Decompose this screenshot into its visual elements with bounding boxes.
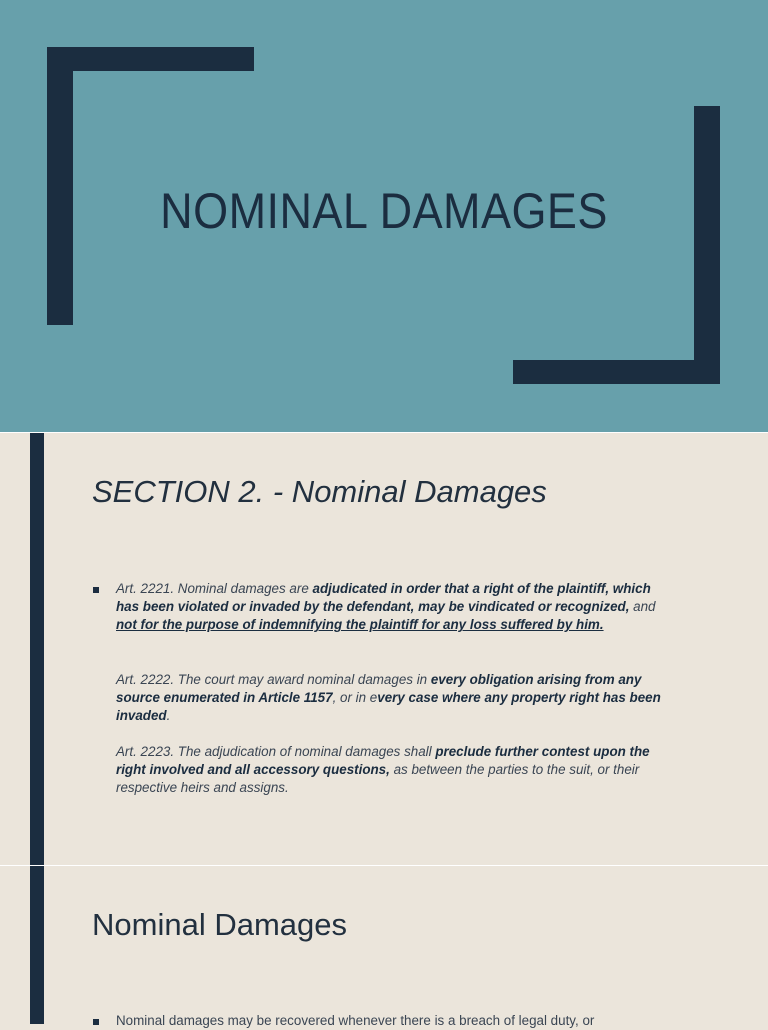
art-2221-text-2: and xyxy=(629,599,656,615)
art-2223-bold: preclude further contest upon the right involved and all accessory questions, xyxy=(116,744,650,778)
corner-bracket-top-left-horizontal xyxy=(47,47,254,71)
art-2222-text: Art. 2222. The court may award nominal damages in xyxy=(116,672,431,687)
accent-side-bar-2 xyxy=(30,866,44,1024)
bullet-icon-2 xyxy=(93,1019,99,1025)
art-2223-paragraph xyxy=(116,743,676,798)
accent-side-bar xyxy=(30,433,44,865)
art-2223-text: Art. 2223. The adjudication of nominal damages shall xyxy=(116,744,436,759)
art-2222-paragraph xyxy=(116,671,676,726)
corner-bracket-bottom-right-vertical xyxy=(694,106,720,384)
art-2222-text-3: . xyxy=(166,708,171,724)
bullet-icon xyxy=(93,587,99,593)
content-heading: Nominal Damages xyxy=(92,907,347,942)
art-2222-bold-2: very case where any property right has been invaded xyxy=(116,690,661,724)
art-2221-paragraph xyxy=(116,580,676,635)
title-slide xyxy=(0,0,768,432)
slide-title: NOMINAL DAMAGES xyxy=(160,183,608,239)
section-heading: SECTION 2. - Nominal Damages xyxy=(92,474,547,509)
content-slide xyxy=(0,866,768,1024)
art-2221-bold: adjudicated in order that a right of the plaintiff, which has been violated or invaded by the defendant, may be vindicated or recognized, xyxy=(116,581,651,615)
nominal-bullet-text: Nominal damages may be recovered whenever there is a breach of legal duty, or xyxy=(116,1013,595,1028)
corner-bracket-bottom-right-horizontal xyxy=(513,360,720,384)
art-2221-text: Art. 2221. Nominal damages are xyxy=(116,581,313,596)
art-2222-bold: every obligation arising from any source enumerated in Article 1157 xyxy=(116,672,642,706)
art-2223-text-2: as between the parties to the suit, or their respective heirs and assigns. xyxy=(116,762,640,796)
art-2222-text-2: , or in e xyxy=(332,690,378,706)
art-2221-underlined: not for the purpose of indemnifying the plaintiff for any loss suffered by him. xyxy=(116,617,604,633)
